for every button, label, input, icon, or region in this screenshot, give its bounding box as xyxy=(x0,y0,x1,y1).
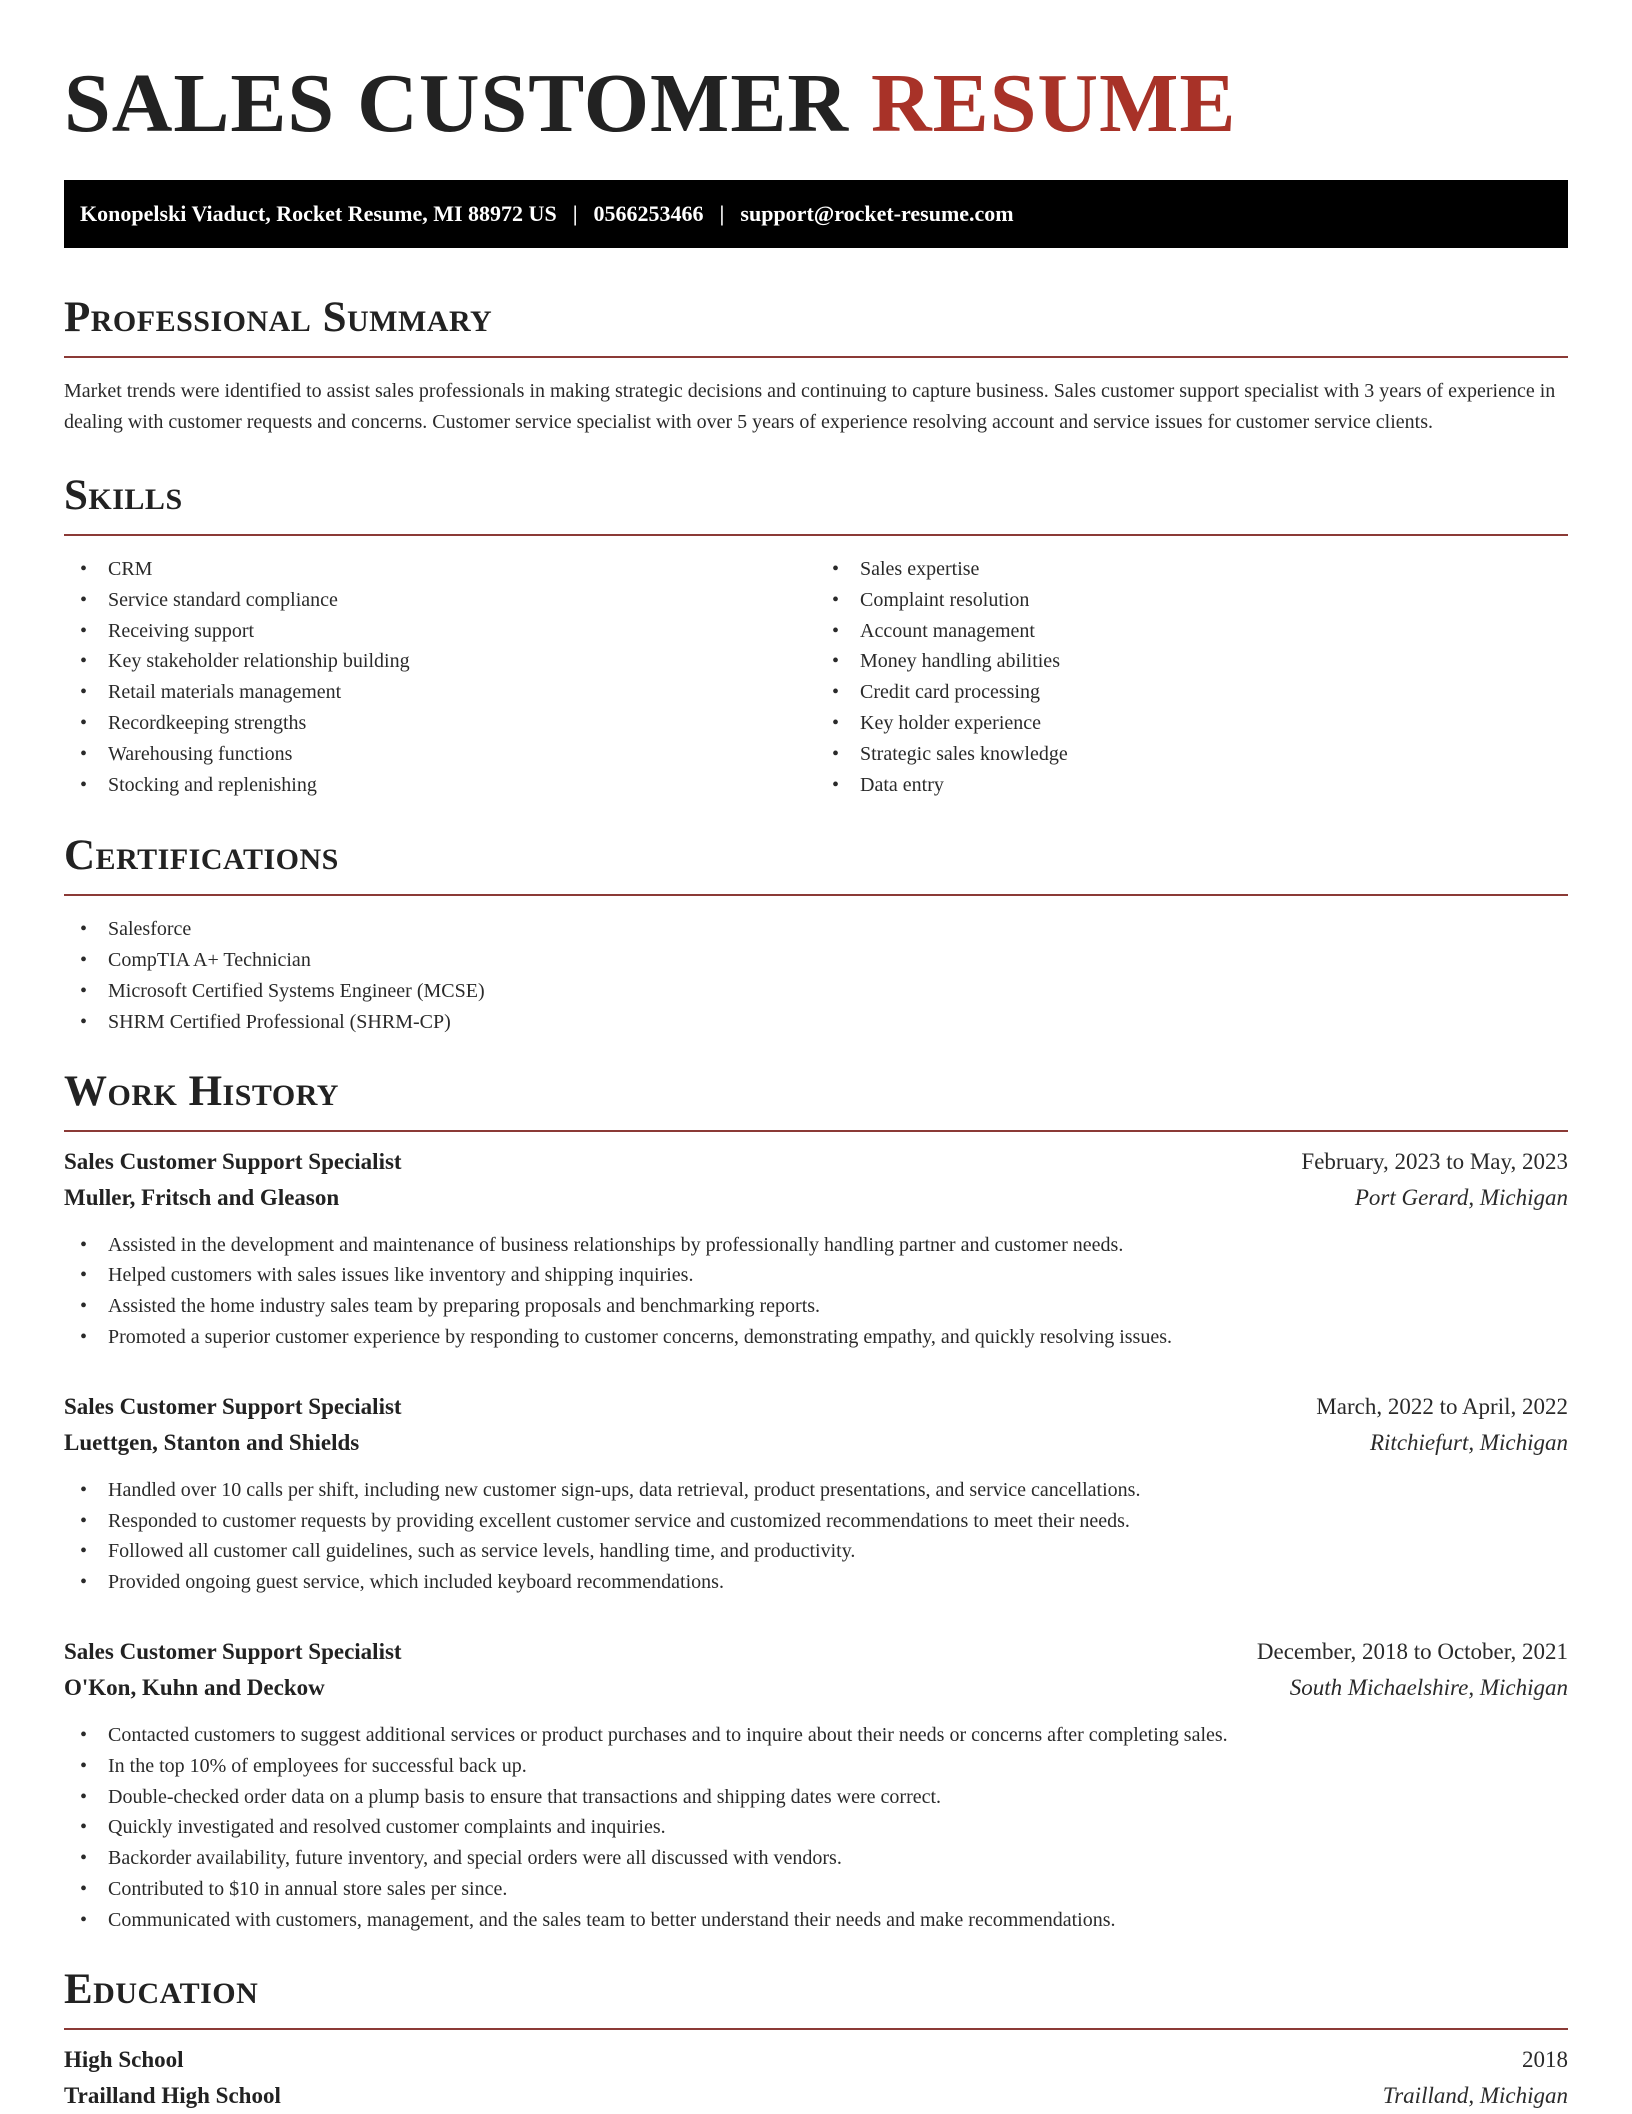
education-year: 2018 xyxy=(1522,2046,1568,2072)
job-duty: • Double-checked order data on a plump basis to ensure that transactions and shipping dates were correct. xyxy=(64,1782,1568,1813)
contact-separator: | xyxy=(719,201,725,226)
job-company-row xyxy=(64,1425,1568,1461)
job-location: South Michaelshire, Michigan xyxy=(1289,1674,1568,1700)
skills-list-left xyxy=(64,554,816,800)
education-school: Trailland High School xyxy=(64,2082,281,2108)
skill-item: • Account management xyxy=(816,616,1568,647)
skill-item: • Sales expertise xyxy=(816,554,1568,585)
section-divider xyxy=(64,894,1568,896)
skill-item: • Credit card processing xyxy=(816,677,1568,708)
title-main: SALES CUSTOMER xyxy=(64,57,850,150)
section-divider xyxy=(64,1130,1568,1132)
job-dates: December, 2018 to October, 2021 xyxy=(1256,1638,1568,1664)
job-duty: • Assisted the home industry sales team by preparing proposals and benchmarking reports. xyxy=(64,1291,1568,1322)
section-divider xyxy=(64,534,1568,536)
certifications-heading: Certifications xyxy=(64,832,339,880)
skills-column-right xyxy=(816,554,1568,800)
job-entry xyxy=(64,1389,1568,1598)
contact-address: Konopelski Viaduct, Rocket Resume, MI 88972 US xyxy=(80,201,557,226)
job-duty: • Responded to customer requests by providing excellent customer service and customized recommendations to meet their needs. xyxy=(64,1506,1568,1537)
skills-column-left xyxy=(64,554,816,800)
certifications-list xyxy=(64,914,1568,1037)
skill-item: • CRM xyxy=(64,554,816,585)
skill-item: • Retail materials management xyxy=(64,677,816,708)
section-divider xyxy=(64,356,1568,358)
certifications-section xyxy=(64,832,1568,1037)
job-duty: • Communicated with customers, management, and the sales team to better understand their needs and make recommendations. xyxy=(64,1905,1568,1936)
education-heading: Education xyxy=(64,1965,259,2013)
work-history-section xyxy=(64,1068,1568,1936)
job-title: Sales Customer Support Specialist xyxy=(64,1148,402,1174)
skill-item: • Warehousing functions xyxy=(64,739,816,770)
summary-heading: Professional Summary xyxy=(64,294,493,341)
job-duty: • In the top 10% of employees for successful back up. xyxy=(64,1751,1568,1782)
job-duties-list xyxy=(64,1230,1568,1353)
skill-item: • Recordkeeping strengths xyxy=(64,708,816,739)
skill-item: • Stocking and replenishing xyxy=(64,770,816,801)
summary-section xyxy=(64,294,1568,438)
job-company-row xyxy=(64,1670,1568,1706)
job-location: Port Gerard, Michigan xyxy=(1354,1184,1568,1210)
job-duty: • Handled over 10 calls per shift, including new customer sign-ups, data retrieval, product presentations, and service cancellations. xyxy=(64,1475,1568,1506)
job-entry xyxy=(64,1144,1568,1353)
education-entry xyxy=(64,2042,1568,2114)
job-duty: • Promoted a superior customer experience by responding to customer concerns, demonstrating empathy, and quickly resolving issues. xyxy=(64,1322,1568,1353)
job-header-row xyxy=(64,1634,1568,1670)
job-company: O'Kon, Kuhn and Deckow xyxy=(64,1674,325,1700)
skill-item: • Service standard compliance xyxy=(64,585,816,616)
job-duty: • Contacted customers to suggest additional services or product purchases and to inquire about their needs or concerns after completing sales. xyxy=(64,1720,1568,1751)
job-duty: • Provided ongoing guest service, which included keyboard recommendations. xyxy=(64,1567,1568,1598)
skills-heading: Skills xyxy=(64,472,183,519)
certification-item: • SHRM Certified Professional (SHRM-CP) xyxy=(64,1007,1568,1038)
work-history-heading: Work History xyxy=(64,1067,339,1115)
job-company: Muller, Fritsch and Gleason xyxy=(64,1184,340,1210)
skills-section xyxy=(64,472,1568,800)
job-duty: • Assisted in the development and maintenance of business relationships by professionally handling partner and customer needs. xyxy=(64,1230,1568,1261)
job-company: Luettgen, Stanton and Shields xyxy=(64,1429,360,1455)
job-dates: February, 2023 to May, 2023 xyxy=(1301,1148,1568,1174)
contact-separator: | xyxy=(572,201,578,226)
contact-phone: 0566253466 xyxy=(593,201,704,226)
skill-item: • Money handling abilities xyxy=(816,646,1568,677)
section-divider xyxy=(64,2028,1568,2030)
contact-bar xyxy=(64,180,1568,248)
education-header-row xyxy=(64,2042,1568,2078)
job-company-row xyxy=(64,1180,1568,1216)
skills-grid xyxy=(64,554,1568,800)
job-duty: • Backorder availability, future inventory, and special orders were all discussed with vendors. xyxy=(64,1843,1568,1874)
skill-item: • Receiving support xyxy=(64,616,816,647)
job-dates: March, 2022 to April, 2022 xyxy=(1316,1393,1568,1419)
skill-item: • Key holder experience xyxy=(816,708,1568,739)
skill-item: • Data entry xyxy=(816,770,1568,801)
job-entry xyxy=(64,1634,1568,1936)
job-location: Ritchiefurt, Michigan xyxy=(1369,1429,1568,1455)
title-accent: RESUME xyxy=(871,57,1237,150)
education-school-row xyxy=(64,2078,1568,2114)
skill-item: • Key stakeholder relationship building xyxy=(64,646,816,677)
job-header-row xyxy=(64,1144,1568,1180)
skill-item: • Complaint resolution xyxy=(816,585,1568,616)
certification-item: • CompTIA A+ Technician xyxy=(64,945,1568,976)
skills-list-right xyxy=(816,554,1568,800)
job-title: Sales Customer Support Specialist xyxy=(64,1638,402,1664)
job-duty: • Helped customers with sales issues like inventory and shipping inquiries. xyxy=(64,1260,1568,1291)
job-duty: • Followed all customer call guidelines, such as service levels, handling time, and productivity. xyxy=(64,1536,1568,1567)
education-location: Trailland, Michigan xyxy=(1382,2082,1568,2108)
resume-title xyxy=(64,56,1568,152)
contact-email[interactable]: support@rocket-resume.com xyxy=(740,201,1014,226)
certification-item: • Microsoft Certified Systems Engineer (MCSE) xyxy=(64,976,1568,1007)
education-section xyxy=(64,1966,1568,2114)
job-duty: • Contributed to $10 in annual store sales per since. xyxy=(64,1874,1568,1905)
job-duties-list xyxy=(64,1475,1568,1598)
education-degree: High School xyxy=(64,2046,184,2072)
job-duty: • Quickly investigated and resolved customer complaints and inquiries. xyxy=(64,1812,1568,1843)
job-header-row xyxy=(64,1389,1568,1425)
certification-item: • Salesforce xyxy=(64,914,1568,945)
job-title: Sales Customer Support Specialist xyxy=(64,1393,402,1419)
summary-text: Market trends were identified to assist sales professionals in making strategic decisions and continuing to capture business. Sales customer support specialist with 3 years of experience in dealing with customer requests and concerns. Customer service specialist with over 5 years of experience resolving account and service issues for customer service clients. xyxy=(64,380,1556,433)
job-duties-list xyxy=(64,1720,1568,1936)
skill-item: • Strategic sales knowledge xyxy=(816,739,1568,770)
